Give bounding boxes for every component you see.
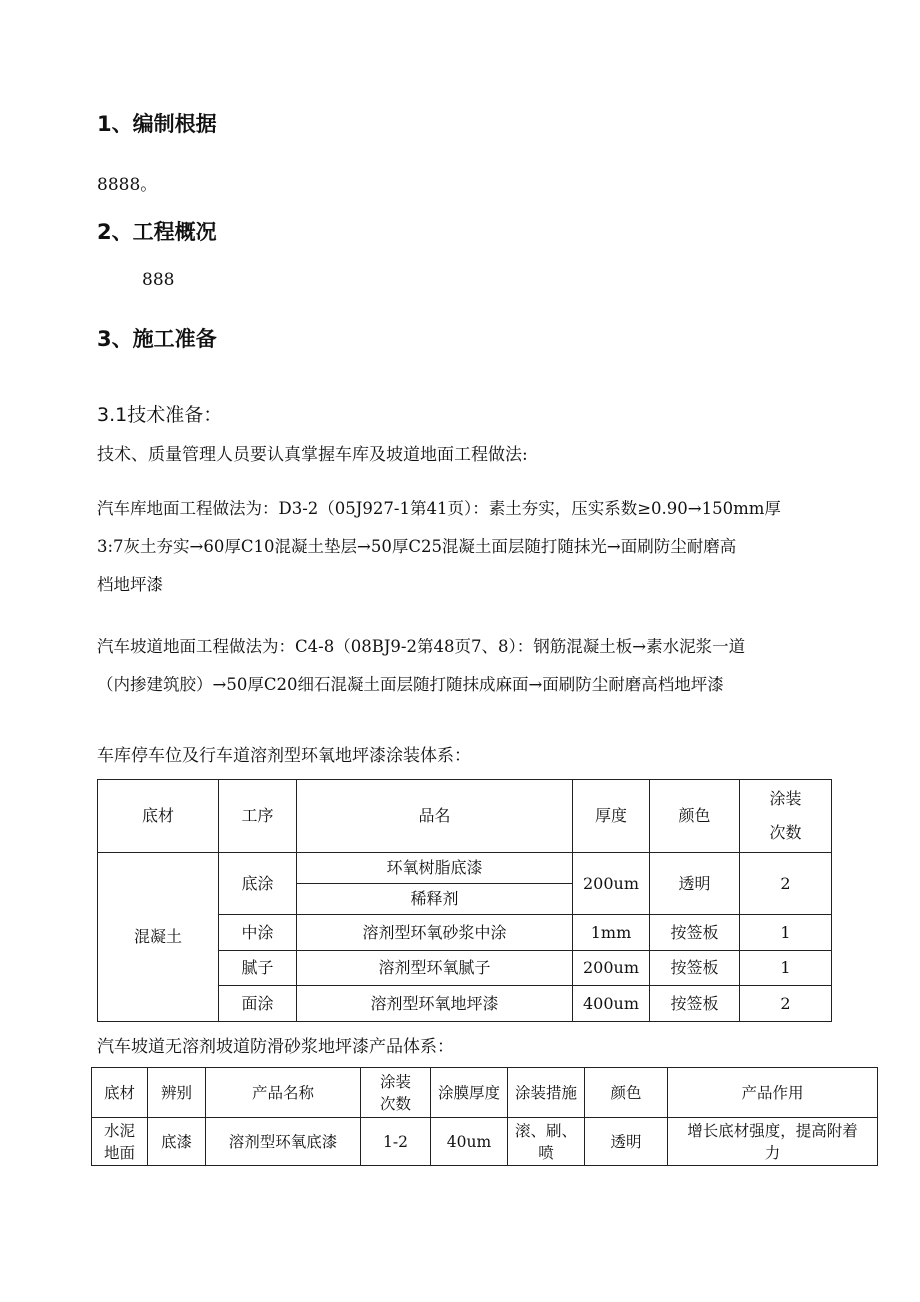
section-1-title: 1、编制根据 — [97, 112, 217, 136]
times-cell: 2 — [740, 986, 832, 1022]
thickness-cell: 200um — [573, 853, 650, 915]
step-cell: 中涂 — [219, 915, 297, 951]
header-cell — [740, 780, 832, 853]
color-cell: 透明 — [650, 853, 740, 915]
name-cell: 环氧树脂底漆 — [297, 853, 573, 884]
cell-text: 滚、刷、喷 — [514, 1121, 577, 1162]
step-cell: 面涂 — [219, 986, 297, 1022]
header-cell: 底材 — [98, 780, 219, 853]
paragraph-line: 汽车库地面工程做法为：D3-2（05J927-1第41页）：素土夯实，压实系数≥0.90→150mm厚 — [97, 499, 781, 518]
thickness-cell: 400um — [573, 986, 650, 1022]
header-cell: 产品名称 — [206, 1068, 361, 1118]
coating-system-table — [97, 779, 832, 1022]
name-cell: 溶剂型环氧腻子 — [297, 951, 573, 986]
header-cell: 颜色 — [650, 780, 740, 853]
table-cell — [668, 1118, 878, 1166]
header-cell-text: 涂膜厚度 — [437, 1083, 500, 1102]
section-3-1-title: 3.1技术准备： — [97, 404, 223, 426]
section-1-body: 8888。 — [97, 175, 158, 195]
header-cell: 工序 — [219, 780, 297, 853]
color-cell: 按签板 — [650, 915, 740, 951]
times-cell: 1 — [740, 951, 832, 986]
table-cell: 透明 — [585, 1118, 668, 1166]
substrate-cell: 混凝土 — [98, 853, 219, 1022]
header-cell-text: 涂装次数 — [379, 1072, 411, 1113]
thickness-cell: 200um — [573, 951, 650, 986]
table-2-caption: 汽车坡道无溶剂坡道防滑砂浆地坪漆产品体系： — [97, 1037, 454, 1057]
product-system-table — [91, 1067, 878, 1166]
table-row — [92, 1118, 878, 1166]
times-cell: 1 — [740, 915, 832, 951]
section-3-1-intro: 技术、质量管理人员要认真掌握车库及坡道地面工程做法: — [97, 445, 528, 465]
header-cell-text: 涂装措施 — [514, 1083, 577, 1102]
table-cell: 底漆 — [148, 1118, 206, 1166]
color-cell: 按签板 — [650, 951, 740, 986]
header-cell — [431, 1068, 508, 1118]
paragraph-line: （内掺建筑胶）→50厚C20细石混凝土面层随打随抹成麻面→面刷防尘耐磨高档地坪漆 — [97, 675, 724, 694]
table-cell — [508, 1118, 585, 1166]
table-cell — [92, 1118, 148, 1166]
header-cell: 厚度 — [573, 780, 650, 853]
garage-floor-paragraph — [97, 490, 837, 604]
header-cell: 产品作用 — [668, 1068, 878, 1118]
table-1-caption: 车库停车位及行车道溶剂型环氧地坪漆涂装体系： — [97, 746, 471, 766]
times-cell: 2 — [740, 853, 832, 915]
cell-text: 水泥地面 — [103, 1121, 135, 1162]
name-cell: 溶剂型环氧砂浆中涂 — [297, 915, 573, 951]
paragraph-line: 3:7灰土夯实→60厚C10混凝土垫层→50厚C25混凝土面层随打随抹光→面刷防尘耐磨高 — [97, 537, 737, 556]
header-cell: 品名 — [297, 780, 573, 853]
section-3-title: 3、施工准备 — [97, 327, 217, 351]
table-cell: 40um — [431, 1118, 508, 1166]
header-cell — [361, 1068, 431, 1118]
name-cell: 溶剂型环氧地坪漆 — [297, 986, 573, 1022]
table-header-row — [92, 1068, 878, 1118]
table-cell: 1-2 — [361, 1118, 431, 1166]
section-2-body: 888 — [142, 270, 175, 290]
header-cell-text: 涂装次数 — [769, 789, 802, 842]
header-cell: 辨别 — [148, 1068, 206, 1118]
table-header-row — [98, 780, 832, 853]
table-cell: 溶剂型环氧底漆 — [206, 1118, 361, 1166]
header-cell: 颜色 — [585, 1068, 668, 1118]
thickness-cell: 1mm — [573, 915, 650, 951]
header-cell: 底材 — [92, 1068, 148, 1118]
cell-text: 增长底材强度，提高附着力 — [687, 1121, 858, 1162]
paragraph-line: 档地坪漆 — [97, 575, 163, 594]
step-cell: 底涂 — [219, 853, 297, 915]
header-cell — [508, 1068, 585, 1118]
ramp-floor-paragraph — [97, 628, 837, 704]
step-cell: 腻子 — [219, 951, 297, 986]
name-cell: 稀释剂 — [297, 884, 573, 915]
section-2-title: 2、工程概况 — [97, 220, 217, 244]
color-cell: 按签板 — [650, 986, 740, 1022]
paragraph-line: 汽车坡道地面工程做法为：C4-8（08BJ9-2第48页7、8）：钢筋混凝土板→素水泥浆一道 — [97, 637, 746, 656]
table-row — [98, 853, 832, 884]
